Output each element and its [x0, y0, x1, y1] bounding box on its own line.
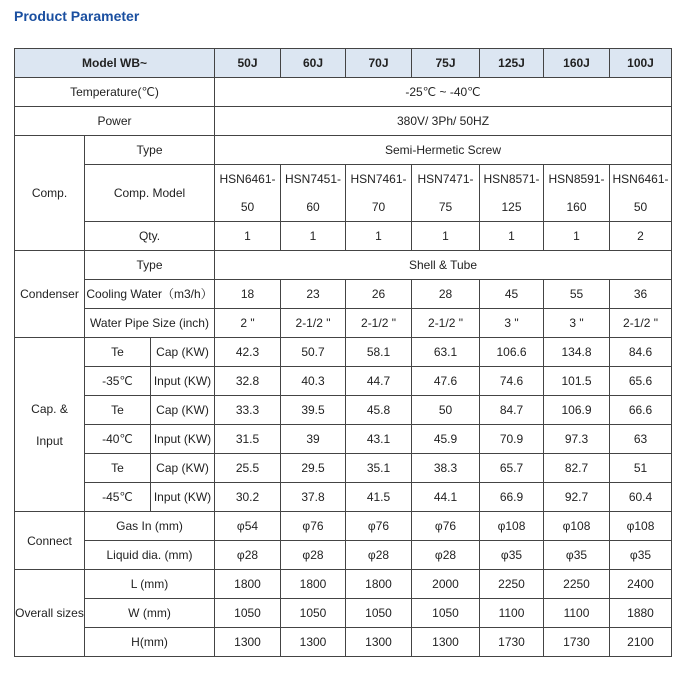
cap-input-label: Cap (KW) — [151, 454, 215, 483]
liquid-dia-cell: φ28 — [412, 541, 480, 570]
cooling-water-cell: 23 — [281, 280, 346, 309]
size-h-cell: 1730 — [544, 628, 610, 657]
cap-input-cell: 45.9 — [412, 425, 480, 454]
cap-input-cell: 32.8 — [215, 367, 281, 396]
cap-input-cell: 84.7 — [480, 396, 544, 425]
comp-qty-cell: 1 — [480, 222, 544, 251]
cap-input-cell: 29.5 — [281, 454, 346, 483]
cap-input-cell: 66.6 — [610, 396, 672, 425]
cap-input-condition: Te — [85, 396, 151, 425]
comp-model-cell — [610, 165, 672, 222]
cap-input-label: Input (KW) — [151, 425, 215, 454]
power-value: 380V/ 3Ph/ 50HZ — [215, 107, 672, 136]
cap-input-cell: 35.1 — [346, 454, 412, 483]
cap-input-cell: 63 — [610, 425, 672, 454]
cap-input-row — [15, 338, 672, 367]
cap-input-cell: 92.7 — [544, 483, 610, 512]
cap-input-cell: 44.1 — [412, 483, 480, 512]
size-w-cell: 1050 — [281, 599, 346, 628]
comp-qty-label: Qty. — [85, 222, 215, 251]
comp-qty-row — [15, 222, 672, 251]
cooling-water-cell: 55 — [544, 280, 610, 309]
model-cell: 160J — [544, 49, 610, 78]
cap-input-cell: 50 — [412, 396, 480, 425]
comp-qty-cell: 2 — [610, 222, 672, 251]
cap-input-cell: 70.9 — [480, 425, 544, 454]
gas-in-label: Gas In (mm) — [85, 512, 215, 541]
cap-input-cell: 45.8 — [346, 396, 412, 425]
cap-input-row — [15, 454, 672, 483]
size-l-label: L (mm) — [85, 570, 215, 599]
size-h-row — [15, 628, 672, 657]
comp-model-cell — [412, 165, 480, 222]
size-h-cell: 2100 — [610, 628, 672, 657]
water-pipe-cell: 2-1/2 " — [346, 309, 412, 338]
header-row — [15, 49, 672, 78]
water-pipe-cell: 3 " — [480, 309, 544, 338]
gas-in-cell: φ54 — [215, 512, 281, 541]
size-w-cell: 1100 — [480, 599, 544, 628]
water-pipe-row — [15, 309, 672, 338]
cap-input-condition: -45℃ — [85, 483, 151, 512]
size-w-label: W (mm) — [85, 599, 215, 628]
cap-input-group-label — [15, 338, 85, 512]
gas-in-cell: φ108 — [544, 512, 610, 541]
size-l-cell: 1800 — [346, 570, 412, 599]
cap-input-cell: 47.6 — [412, 367, 480, 396]
comp-model-label: Comp. Model — [85, 165, 215, 222]
liquid-dia-label: Liquid dia. (mm) — [85, 541, 215, 570]
size-w-cell: 1880 — [610, 599, 672, 628]
cap-input-row — [15, 483, 672, 512]
cap-input-cell: 25.5 — [215, 454, 281, 483]
size-l-cell: 2250 — [544, 570, 610, 599]
cap-input-row — [15, 367, 672, 396]
cooling-water-cell: 45 — [480, 280, 544, 309]
condenser-group-label: Condenser — [15, 251, 85, 338]
comp-qty-cell: 1 — [281, 222, 346, 251]
cap-input-cell: 51 — [610, 454, 672, 483]
comp-model-number: 70 — [371, 200, 386, 214]
model-label: Model WB~ — [15, 49, 215, 78]
cap-input-cell: 43.1 — [346, 425, 412, 454]
cap-input-cell: 106.9 — [544, 396, 610, 425]
comp-model-cell — [544, 165, 610, 222]
power-row — [15, 107, 672, 136]
liquid-dia-cell: φ35 — [610, 541, 672, 570]
comp-model-name: HSN7461- — [350, 172, 407, 186]
product-parameter-table — [14, 48, 672, 657]
cap-input-cell: 38.3 — [412, 454, 480, 483]
cooling-water-cell: 18 — [215, 280, 281, 309]
comp-model-cell — [346, 165, 412, 222]
comp-qty-cell: 1 — [544, 222, 610, 251]
temperature-value: -25℃ ~ -40℃ — [215, 78, 672, 107]
water-pipe-cell: 2 " — [215, 309, 281, 338]
comp-model-number: 50 — [240, 200, 255, 214]
water-pipe-cell: 2-1/2 " — [281, 309, 346, 338]
cap-input-cell: 97.3 — [544, 425, 610, 454]
cap-input-group-line2: Input — [36, 433, 63, 448]
comp-model-name: HSN6461- — [612, 172, 669, 186]
temperature-row — [15, 78, 672, 107]
cap-input-cell: 39.5 — [281, 396, 346, 425]
cap-input-cell: 58.1 — [346, 338, 412, 367]
cap-input-label: Input (KW) — [151, 367, 215, 396]
size-w-cell: 1050 — [215, 599, 281, 628]
model-cell: 100J — [610, 49, 672, 78]
size-w-row — [15, 599, 672, 628]
size-l-cell: 2400 — [610, 570, 672, 599]
liquid-dia-cell: φ28 — [215, 541, 281, 570]
gas-in-cell: φ108 — [610, 512, 672, 541]
cap-input-cell: 66.9 — [480, 483, 544, 512]
model-cell: 75J — [412, 49, 480, 78]
size-h-cell: 1300 — [281, 628, 346, 657]
gas-in-cell: φ76 — [346, 512, 412, 541]
comp-model-name: HSN6461- — [219, 172, 276, 186]
cap-input-cell: 65.7 — [480, 454, 544, 483]
sizes-group-label: Overall sizes — [15, 570, 85, 657]
cap-input-cell: 42.3 — [215, 338, 281, 367]
cap-input-cell: 60.4 — [610, 483, 672, 512]
water-pipe-cell: 2-1/2 " — [412, 309, 480, 338]
comp-type-label: Type — [85, 136, 215, 165]
cooling-water-label: Cooling Water（m3/h） — [85, 280, 215, 309]
comp-type-row — [15, 136, 672, 165]
power-label: Power — [15, 107, 215, 136]
comp-model-number: 75 — [438, 200, 453, 214]
cap-input-cell: 106.6 — [480, 338, 544, 367]
cap-input-row — [15, 396, 672, 425]
comp-qty-cell: 1 — [412, 222, 480, 251]
model-cell: 50J — [215, 49, 281, 78]
cap-input-condition: Te — [85, 338, 151, 367]
size-l-cell: 2250 — [480, 570, 544, 599]
cooling-water-cell: 26 — [346, 280, 412, 309]
model-cell: 125J — [480, 49, 544, 78]
cap-input-cell: 134.8 — [544, 338, 610, 367]
comp-model-number: 125 — [501, 200, 522, 214]
condenser-type-label: Type — [85, 251, 215, 280]
gas-in-cell: φ108 — [480, 512, 544, 541]
comp-model-number: 160 — [566, 200, 587, 214]
cap-input-cell: 101.5 — [544, 367, 610, 396]
cap-input-label: Input (KW) — [151, 483, 215, 512]
cooling-water-cell: 36 — [610, 280, 672, 309]
condenser-type-row — [15, 251, 672, 280]
comp-model-row — [15, 165, 672, 222]
cap-input-cell: 84.6 — [610, 338, 672, 367]
size-l-cell: 2000 — [412, 570, 480, 599]
temperature-label: Temperature(℃) — [15, 78, 215, 107]
cooling-water-cell: 28 — [412, 280, 480, 309]
comp-model-name: HSN8591- — [548, 172, 605, 186]
comp-qty-cell: 1 — [346, 222, 412, 251]
condenser-type-value: Shell & Tube — [215, 251, 672, 280]
cap-input-condition: -40℃ — [85, 425, 151, 454]
cap-input-condition: Te — [85, 454, 151, 483]
cap-input-label: Cap (KW) — [151, 396, 215, 425]
model-cell: 70J — [346, 49, 412, 78]
liquid-dia-row — [15, 541, 672, 570]
size-h-label: H(mm) — [85, 628, 215, 657]
size-h-cell: 1730 — [480, 628, 544, 657]
liquid-dia-cell: φ35 — [480, 541, 544, 570]
liquid-dia-cell: φ35 — [544, 541, 610, 570]
size-w-cell: 1050 — [346, 599, 412, 628]
cap-input-cell: 65.6 — [610, 367, 672, 396]
gas-in-row — [15, 512, 672, 541]
size-w-cell: 1100 — [544, 599, 610, 628]
connect-group-label: Connect — [15, 512, 85, 570]
gas-in-cell: φ76 — [412, 512, 480, 541]
model-cell: 60J — [281, 49, 346, 78]
comp-model-cell — [215, 165, 281, 222]
cap-input-cell: 30.2 — [215, 483, 281, 512]
size-l-row — [15, 570, 672, 599]
comp-model-name: HSN7471- — [417, 172, 474, 186]
comp-group-label: Comp. — [15, 136, 85, 251]
size-w-cell: 1050 — [412, 599, 480, 628]
water-pipe-label: Water Pipe Size (inch) — [85, 309, 215, 338]
liquid-dia-cell: φ28 — [346, 541, 412, 570]
size-l-cell: 1800 — [281, 570, 346, 599]
comp-model-number: 50 — [633, 200, 648, 214]
cap-input-cell: 50.7 — [281, 338, 346, 367]
cap-input-cell: 39 — [281, 425, 346, 454]
cap-input-label: Cap (KW) — [151, 338, 215, 367]
cap-input-cell: 31.5 — [215, 425, 281, 454]
cap-input-cell: 37.8 — [281, 483, 346, 512]
cap-input-cell: 63.1 — [412, 338, 480, 367]
cap-input-row — [15, 425, 672, 454]
size-h-cell: 1300 — [215, 628, 281, 657]
cap-input-cell: 33.3 — [215, 396, 281, 425]
comp-model-cell — [480, 165, 544, 222]
comp-model-name: HSN8571- — [483, 172, 540, 186]
cap-input-cell: 82.7 — [544, 454, 610, 483]
cap-input-condition: -35℃ — [85, 367, 151, 396]
cap-input-cell: 40.3 — [281, 367, 346, 396]
cap-input-group-line1: Cap. & — [31, 401, 68, 416]
size-l-cell: 1800 — [215, 570, 281, 599]
page-title: Product Parameter — [14, 8, 140, 24]
cap-input-cell: 44.7 — [346, 367, 412, 396]
cap-input-cell: 74.6 — [480, 367, 544, 396]
comp-model-cell — [281, 165, 346, 222]
water-pipe-cell: 3 " — [544, 309, 610, 338]
comp-type-value: Semi-Hermetic Screw — [215, 136, 672, 165]
size-h-cell: 1300 — [412, 628, 480, 657]
cooling-water-row — [15, 280, 672, 309]
size-h-cell: 1300 — [346, 628, 412, 657]
comp-model-name: HSN7451- — [284, 172, 342, 186]
water-pipe-cell: 2-1/2 " — [610, 309, 672, 338]
gas-in-cell: φ76 — [281, 512, 346, 541]
cap-input-cell: 41.5 — [346, 483, 412, 512]
comp-model-number: 60 — [306, 200, 320, 214]
comp-qty-cell: 1 — [215, 222, 281, 251]
liquid-dia-cell: φ28 — [281, 541, 346, 570]
